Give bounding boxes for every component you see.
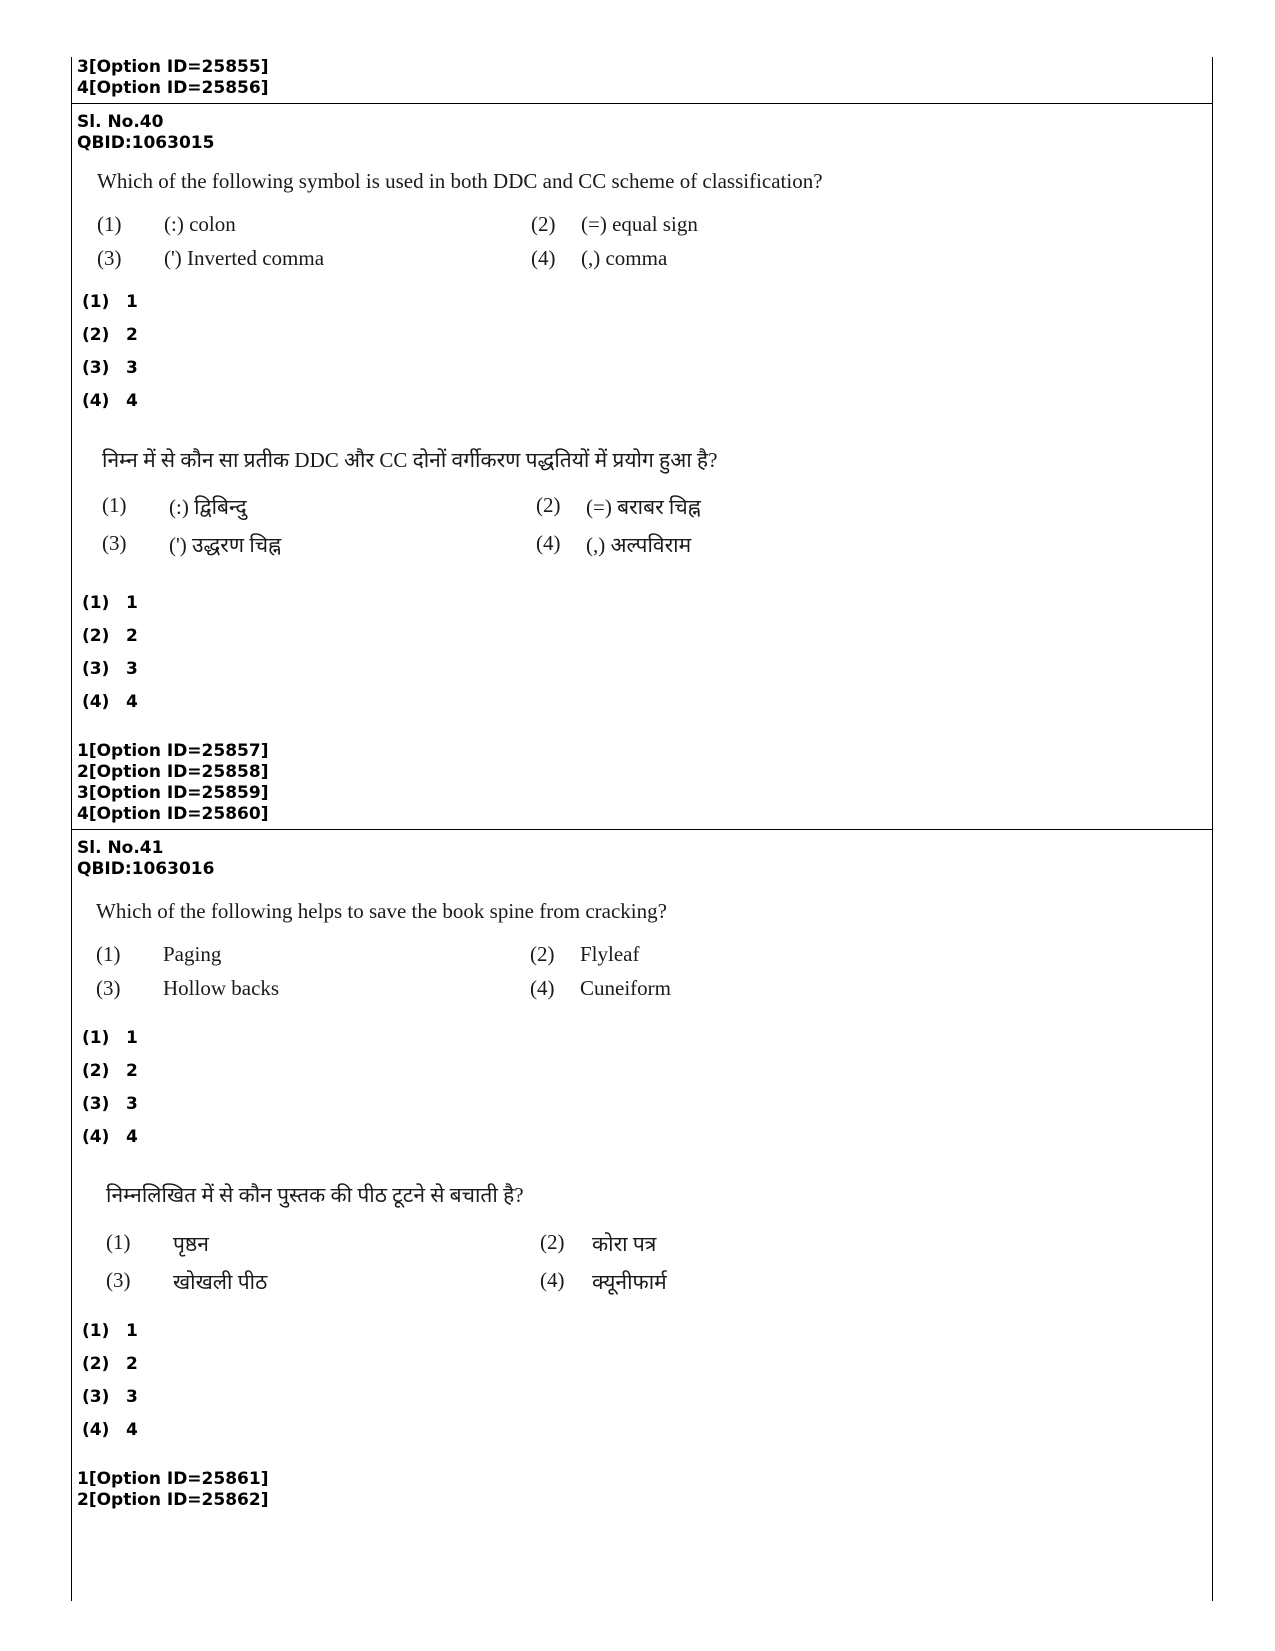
option-number: (3) — [97, 246, 122, 270]
answer-choice-number: (2) — [82, 626, 110, 646]
answer-choice-value: 1 — [126, 1321, 138, 1341]
option-text: (,) अल्पविराम — [586, 533, 692, 557]
option-number: (2) — [540, 1230, 565, 1254]
option-id-line: 1[Option ID=25857] — [77, 741, 269, 761]
option-text: Flyleaf — [580, 942, 640, 966]
answer-choice-number: (1) — [82, 1321, 110, 1341]
option-number: (4) — [531, 246, 556, 270]
option-number: (1) — [97, 212, 122, 236]
section-divider — [72, 829, 1212, 830]
answer-choice[interactable] — [82, 1061, 138, 1081]
option-id-line: 3[Option ID=25855] — [77, 57, 269, 77]
answer-choice-number: (3) — [82, 1094, 110, 1114]
answer-choice[interactable] — [82, 1420, 138, 1440]
option-text: Paging — [163, 942, 222, 966]
answer-choice-number: (4) — [82, 1127, 110, 1147]
answer-choice-number: (3) — [82, 358, 110, 378]
answer-choice[interactable] — [82, 1094, 138, 1114]
carryover-option-ids — [77, 57, 268, 99]
answer-choice-value: 1 — [126, 292, 138, 312]
option-id-line: 4[Option ID=25856] — [77, 78, 269, 98]
answer-choice-value: 1 — [126, 1028, 138, 1048]
answer-choice-number: (2) — [82, 1061, 110, 1081]
answer-choice-number: (2) — [82, 1354, 110, 1374]
question-text-hindi: निम्नलिखित में से कौन पुस्तक की पीठ टूटने से बचाती है? — [106, 1183, 524, 1207]
answer-choice-value: 4 — [126, 1127, 138, 1147]
question-text-hindi: निम्न में से कौन सा प्रतीक DDC और CC दोनों वर्गीकरण पद्धतियों में प्रयोग हुआ है? — [102, 448, 718, 472]
option-id-line: 2[Option ID=25862] — [77, 1490, 269, 1510]
question-paper-frame — [71, 57, 1213, 1601]
option-text: (=) बराबर चिह्न — [586, 495, 701, 519]
qbid: QBID:1063015 — [77, 133, 215, 153]
option-number: (4) — [536, 531, 561, 555]
answer-choice-number: (2) — [82, 325, 110, 345]
option-text: (=) equal sign — [581, 212, 698, 236]
option-text: खोखली पीठ — [173, 1270, 268, 1294]
answer-choice-value: 3 — [126, 659, 138, 679]
option-text: पृष्ठन — [173, 1232, 209, 1256]
option-number: (1) — [102, 493, 127, 517]
option-text: Hollow backs — [163, 976, 280, 1000]
answer-choice-value: 4 — [126, 391, 138, 411]
option-text: (:) colon — [164, 212, 236, 236]
answer-choice[interactable] — [82, 1387, 138, 1407]
answer-choice[interactable] — [82, 626, 138, 646]
option-number: (2) — [531, 212, 556, 236]
answer-choice-value: 3 — [126, 358, 138, 378]
answer-choice[interactable] — [82, 325, 138, 345]
answer-choice-number: (4) — [82, 1420, 110, 1440]
answer-choice-value: 2 — [126, 1061, 138, 1081]
serial-number: Sl. No.40 — [77, 112, 164, 132]
question-text-english: Which of the following symbol is used in both DDC and CC scheme of classification? — [97, 169, 823, 193]
section-divider — [72, 103, 1212, 104]
answer-choice-number: (3) — [82, 659, 110, 679]
answer-choice-number: (1) — [82, 292, 110, 312]
answer-choice-value: 3 — [126, 1094, 138, 1114]
answer-choice-number: (4) — [82, 692, 110, 712]
question-text-english: Which of the following helps to save the book spine from cracking? — [96, 899, 667, 923]
answer-choice-number: (1) — [82, 1028, 110, 1048]
option-id-line: 3[Option ID=25859] — [77, 783, 269, 803]
question-header — [77, 838, 214, 880]
answer-choice[interactable] — [82, 391, 138, 411]
option-number: (1) — [106, 1230, 131, 1254]
serial-number: Sl. No.41 — [77, 838, 164, 858]
qbid: QBID:1063016 — [77, 859, 215, 879]
answer-choice[interactable] — [82, 292, 138, 312]
option-text: (,) comma — [581, 246, 668, 270]
option-number: (2) — [536, 493, 561, 517]
answer-choice-number: (4) — [82, 391, 110, 411]
answer-choice[interactable] — [82, 1127, 138, 1147]
option-id-line: 4[Option ID=25860] — [77, 804, 269, 824]
question-header — [77, 112, 214, 154]
option-text: Cuneiform — [580, 976, 671, 1000]
answer-choice-value: 3 — [126, 1387, 138, 1407]
option-number: (4) — [530, 976, 555, 1000]
option-number: (2) — [530, 942, 555, 966]
option-id-block — [77, 741, 268, 825]
answer-choice-value: 2 — [126, 1354, 138, 1374]
option-text: (') Inverted comma — [164, 246, 325, 270]
option-text: (:) द्विबिन्दु — [169, 495, 247, 519]
option-text: (') उद्धरण चिह्न — [169, 533, 282, 557]
answer-choice-value: 1 — [126, 593, 138, 613]
option-number: (3) — [102, 531, 127, 555]
answer-choice[interactable] — [82, 593, 138, 613]
option-number: (1) — [96, 942, 121, 966]
answer-choice-number: (1) — [82, 593, 110, 613]
option-number: (3) — [96, 976, 121, 1000]
option-text: क्यूनीफार्म — [592, 1270, 667, 1294]
answer-choice-number: (3) — [82, 1387, 110, 1407]
answer-choice[interactable] — [82, 1321, 138, 1341]
option-id-line: 1[Option ID=25861] — [77, 1469, 269, 1489]
answer-choice[interactable] — [82, 1354, 138, 1374]
answer-choice-value: 4 — [126, 692, 138, 712]
option-number: (3) — [106, 1268, 131, 1292]
answer-choice-value: 4 — [126, 1420, 138, 1440]
answer-choice[interactable] — [82, 358, 138, 378]
option-text: कोरा पत्र — [592, 1232, 657, 1256]
answer-choice[interactable] — [82, 659, 138, 679]
option-id-block — [77, 1469, 268, 1511]
option-number: (4) — [540, 1268, 565, 1292]
option-id-line: 2[Option ID=25858] — [77, 762, 269, 782]
answer-choice[interactable] — [82, 1028, 138, 1048]
answer-choice-value: 2 — [126, 626, 138, 646]
answer-choice[interactable] — [82, 692, 138, 712]
answer-choice-value: 2 — [126, 325, 138, 345]
